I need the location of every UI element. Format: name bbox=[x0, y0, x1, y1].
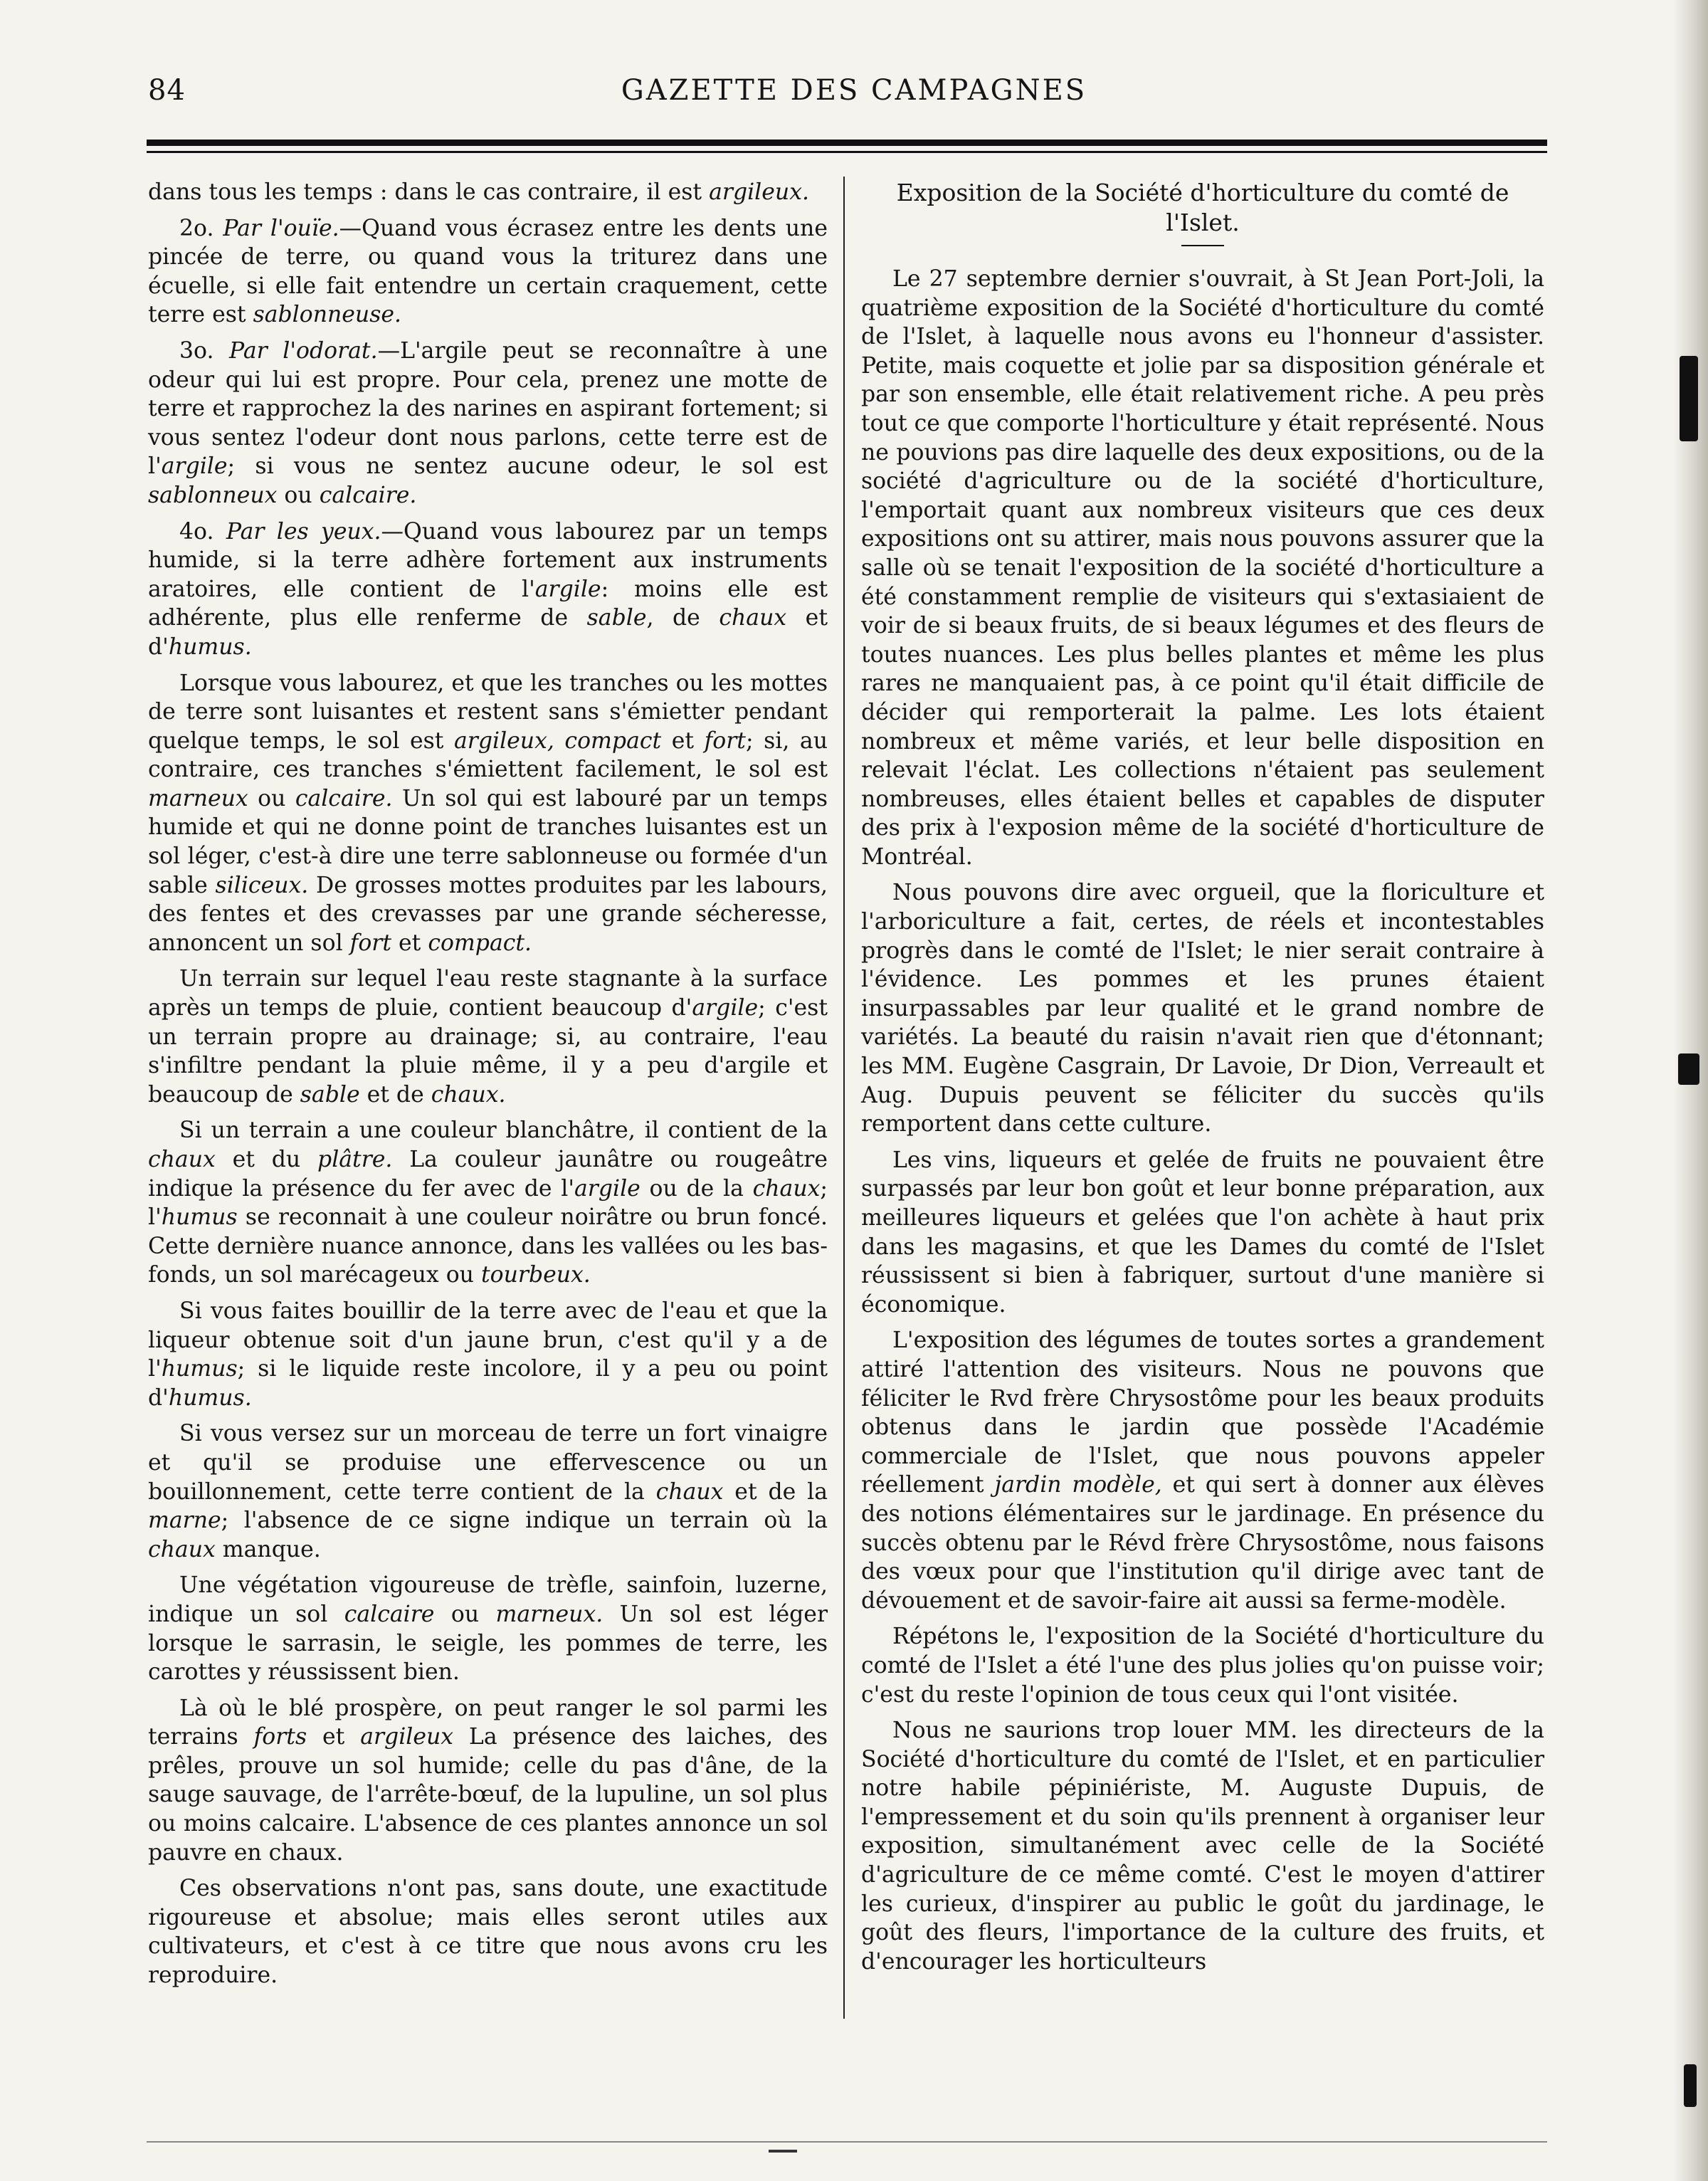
binding-edge bbox=[1674, 0, 1708, 2181]
page-number: 84 bbox=[148, 74, 186, 107]
paragraph: L'exposition des légumes de toutes sortes a grandement attiré l'attention des visiteurs. Nous ne pouvons que féliciter le Rvd frère Chrysostôme pour les beaux produits obtenus dans le jardin que possède l'Académie commerciale de l'Islet, que nous pouvons appeler réellement jardin modèle, et qui sert à donner aux élèves des notions élémentaires sur le jardinage. En présence du succès obtenu par le Révd frère Chrysostôme, nous faisons des vœux pour que l'institution qu'il dirige avec tant de dévouement et de savoir-faire ait aussi sa ferme-modèle. bbox=[861, 1328, 1544, 1614]
paragraph: Ces observations n'ont pas, sans doute, une exactitude rigoureuse et absolue; mais elles seront utiles aux cultivateurs, et c'est à ce titre que nous avons cru les reproduire. bbox=[148, 1876, 828, 1989]
paragraph: 4o. Par les yeux.—Quand vous labourez par un temps humide, si la terre adhère fortement aux instruments aratoires, elle contient de l'argile: moins elle est adhérente, plus elle renferme de sable, de chaux et d'humus. bbox=[148, 518, 828, 660]
paragraph: Une végétation vigoureuse de trèfle, sainfoin, luzerne, indique un sol calcaire ou marneux. Un sol est léger lorsque le sarrasin, le seigle, les pommes de terre, les carottes y réussissent bien. bbox=[148, 1572, 828, 1686]
right-column bbox=[861, 178, 1544, 1983]
header-rule-thin bbox=[147, 151, 1547, 153]
binding-mark bbox=[1678, 1053, 1699, 1085]
column-divider bbox=[843, 177, 845, 2019]
running-title: GAZETTE DES CAMPAGNES bbox=[621, 74, 1087, 107]
paragraph: Les vins, liqueurs et gelée de fruits ne pouvaient être surpassés par leur bon goût et leur bonne préparation, aux meilleures liqueurs et gelées que l'on achète à haut prix dans les magasins, et que les Dames du comté de l'Islet réussissent si bien à fabriquer, surtout d'une manière si économique. bbox=[861, 1147, 1544, 1318]
paragraph: Le 27 septembre dernier s'ouvrait, à St Jean Port-Joli, la quatrième exposition de la Société d'horticulture du comté de l'Islet, à laquelle nous avons eu l'honneur d'assister. Petite, mais coquette et jolie par sa disposition générale et par son ensemble, elle était relativement riche. A peu près tout ce que comporte l'horticulture y était représenté. Nous ne pouvions pas dire laquelle des deux expositions, ou de la société d'agriculture ou de la société d'horticulture, l'emportait quant aux nombreux visiteurs que ces deux expositions ont su attirer, mais nous pouvons assurer que la salle où se tenait l'exposition de la société d'horticulture a été constamment remplie de visiteurs qui s'extasiaient de voir de si beaux fruits, de si beaux légumes et des fleurs de toutes nuances. Les plus belles plantes et même les plus rares ne manquaient pas, à ce point qu'il était difficile de décider qui remporterait la palme. Les lots étaient nombreux et même variés, et leur belle disposition en relevait l'éclat. Les collections n'étaient pas seulement nombreuses, elles étaient belles et capables de disputer des prix à l'exposion même de la société d'horticulture de Montréal. bbox=[861, 266, 1544, 870]
binding-mark bbox=[1680, 356, 1698, 441]
paragraph: Si vous faites bouillir de la terre avec de l'eau et que la liqueur obtenue soit d'un jaune brun, c'est qu'il y a de l'humus; si le liquide reste incolore, il y a peu ou point d'humus. bbox=[148, 1298, 828, 1411]
paragraph: Lorsque vous labourez, et que les tranches ou les mottes de terre sont luisantes et restent sans s'émietter pendant quelque temps, le sol est argileux, compact et fort; si, au contraire, ces tranches s'émiettent facilement, le sol est marneux ou calcaire. Un sol qui est labouré par un temps humide et qui ne donne point de tranches luisantes est un sol léger, c'est-à dire une terre sablonneuse ou formée d'un sable siliceux. De grosses mottes produites par les labours, des fentes et des crevasses par une grande sécheresse, annoncent un sol fort et compact. bbox=[148, 670, 828, 956]
header-rule-thick bbox=[147, 140, 1547, 146]
paragraph: Un terrain sur lequel l'eau reste stagnante à la surface après un temps de pluie, contient beaucoup d'argile; c'est un terrain propre au drainage; si, au contraire, l'eau s'infiltre pendant la pluie même, il y a peu d'argile et beaucoup de sable et de chaux. bbox=[148, 966, 828, 1108]
article-title: Exposition de la Société d'horticulture du comté de l'Islet. bbox=[896, 179, 1509, 236]
binding-mark bbox=[1684, 2064, 1697, 2107]
title-rule bbox=[1181, 245, 1224, 246]
paragraph: 3o. Par l'odorat.—L'argile peut se reconnaître à une odeur qui lui est propre. Pour cela, prenez une motte de terre et rapprochez la des narines en aspirant fortement; si vous sentez l'odeur dont nous parlons, cette terre est de l'argile; si vous ne sentez aucune odeur, le sol est sablonneux ou calcaire. bbox=[148, 337, 828, 508]
paragraph: Nous ne saurions trop louer MM. les directeurs de la Société d'horticulture du comté de l'Islet, et en particulier notre habile pépiniériste, M. Auguste Dupuis, de l'empressement et du soin qu'ils prennent à organiser leur exposition, simultanément avec celle de la Société d'agriculture de ce même comté. C'est le moyen d'attirer les curieux, d'inspirer au public le goût du jardinage, le goût des fleurs, l'importance de la culture des fruits, et d'encourager les horticulteurs bbox=[861, 1718, 1544, 1975]
paragraph: Nous pouvons dire avec orgueil, que la floriculture et l'arboriculture a fait, certes, de réels et incontestables progrès dans le comté de l'Islet; le nier serait contraire à l'évidence. Les pommes et les prunes étaient insurpassables par leur qualité et le grand nombre de variétés. La beauté du raisin n'avait rien que d'étonnant; les MM. Eugène Casgrain, Dr Lavoie, Dr Dion, Verreault et Aug. Dupuis peuvent se féliciter du succès qu'ils remportent dans cette culture. bbox=[861, 880, 1544, 1137]
paragraph: 2o. Par l'ouïe.—Quand vous écrasez entre les dents une pincée de terre, ou quand vous la triturez dans une écuelle, si elle fait entendre un certain craquement, cette terre est sablonneuse. bbox=[148, 215, 828, 328]
paragraph: Si un terrain a une couleur blanchâtre, il contient de la chaux et du plâtre. La couleur jaunâtre ou rougeâtre indique la présence du fer avec de l'argile ou de la chaux; l'humus se reconnait à une couleur noirâtre ou brun foncé. Cette dernière nuance annonce, dans les vallées ou les bas-fonds, un sol marécageux ou tourbeux. bbox=[148, 1118, 828, 1288]
bottom-rule bbox=[147, 2141, 1547, 2143]
bottom-mark bbox=[769, 2150, 797, 2153]
paragraph: Là où le blé prospère, on peut ranger le sol parmi les terrains forts et argileux La présence des laiches, des prêles, prouve un sol humide; celle du pas d'âne, de la sauge sauvage, de l'arrête-bœuf, de la lupuline, un sol plus ou moins calcaire. L'absence de ces plantes annonce un sol pauvre en chaux. bbox=[148, 1695, 828, 1866]
paragraph: Si vous versez sur un morceau de terre un fort vinaigre et qu'il se produise une effervescence ou un bouillonnement, cette terre contient de la chaux et de la marne; l'absence de ce signe indique un terrain où la chaux manque. bbox=[148, 1421, 828, 1562]
left-column bbox=[148, 178, 828, 1997]
paragraph: dans tous les temps : dans le cas contraire, il est argileux. bbox=[148, 179, 809, 205]
paragraph: Répétons le, l'exposition de la Société d'horticulture du comté de l'Islet a été l'une des plus jolies qu'on puisse voir; c'est du reste l'opinion de tous ceux qui l'ont visitée. bbox=[861, 1624, 1544, 1708]
